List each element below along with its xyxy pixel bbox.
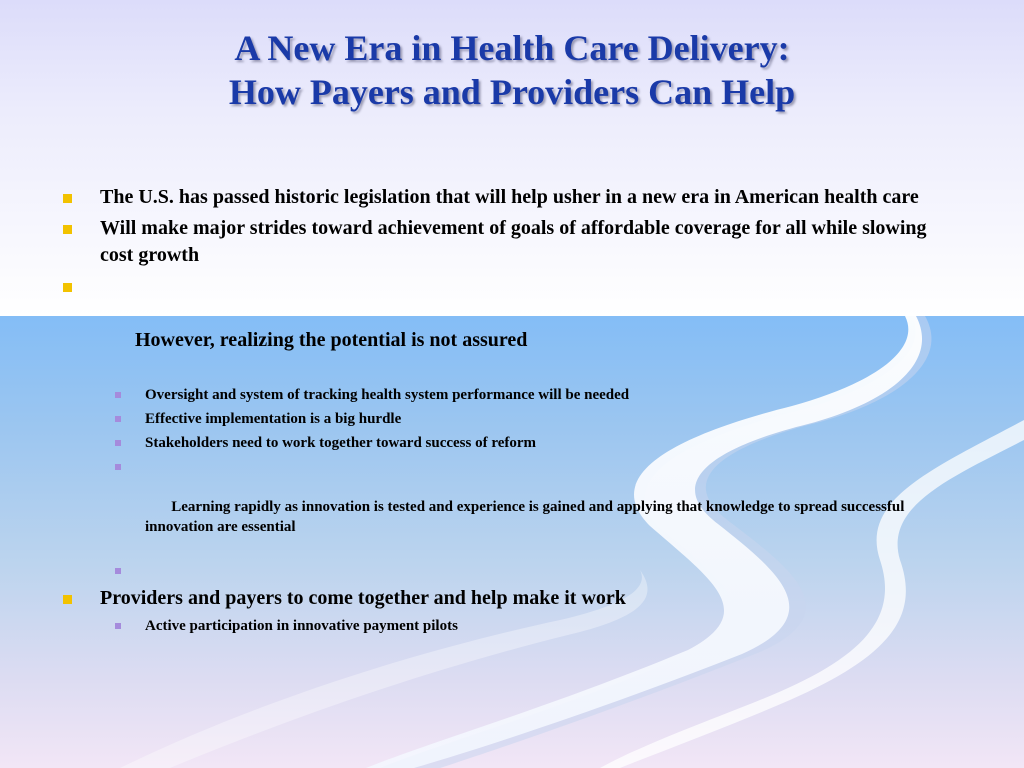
sub-bullet-text: Stakeholders need to work together toward success of reform (145, 435, 537, 451)
square-bullet-icon (115, 568, 121, 574)
sub-bullet-item (60, 433, 960, 453)
sub-bullet-text: Learning rapidly as innovation is tested and experience is gained and applying that knowledge to spread successful innovation are essential (145, 499, 909, 535)
sub-bullet-text: Oversight and system of tracking health system performance will be needed (145, 387, 630, 403)
sub-bullet-item (60, 457, 960, 557)
square-bullet-icon (63, 194, 72, 203)
bullet-item (60, 273, 960, 381)
square-bullet-icon (63, 225, 72, 234)
bullet-item (60, 215, 960, 269)
bullet-text: The U.S. has passed historic legislation that will help usher in a new era in American health care (100, 186, 919, 208)
square-bullet-icon (63, 283, 72, 292)
square-bullet-icon (63, 595, 72, 604)
sub-bullet-text: Active participation in innovative payment pilots (145, 618, 458, 634)
sub-bullet-item (60, 616, 960, 636)
square-bullet-icon (115, 623, 121, 629)
bullet-item (60, 184, 960, 211)
bullet-text: Providers and payers to come together and help make it work (100, 587, 626, 609)
sub-bullet-item (60, 385, 960, 405)
square-bullet-icon (115, 440, 121, 446)
bullet-text: Will make major strides toward achievement of goals of affordable coverage for all while slowing cost growth (100, 217, 927, 266)
square-bullet-icon (115, 416, 121, 422)
sub-bullet-item-empty (60, 561, 960, 577)
square-bullet-icon (115, 464, 121, 470)
title-line-2: How Payers and Providers Can Help (228, 72, 796, 112)
square-bullet-icon (115, 392, 121, 398)
bullet-item (60, 585, 960, 612)
slide-title (0, 26, 1024, 114)
title-line-1: A New Era in Health Care Delivery: (234, 28, 790, 68)
bullet-text: However, realizing the potential is not assured (130, 329, 528, 351)
sub-bullet-text: Effective implementation is a big hurdle (145, 411, 402, 427)
bullet-list (60, 184, 960, 640)
sub-bullet-item (60, 409, 960, 429)
